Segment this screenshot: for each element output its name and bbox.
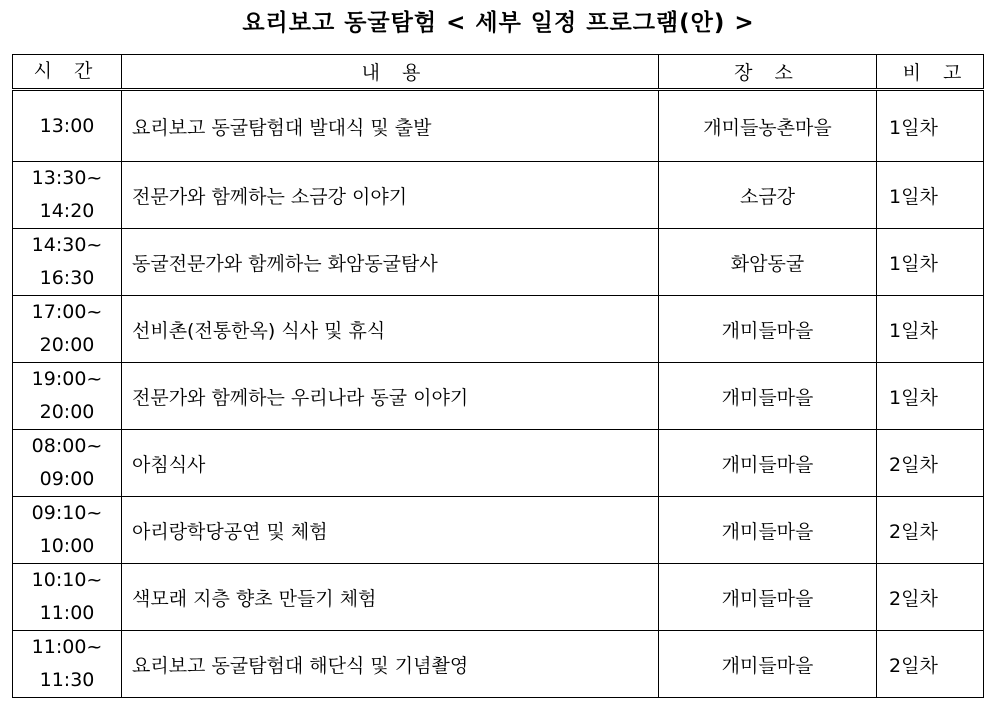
table-row xyxy=(13,296,984,363)
place-cell: 개미들마을 xyxy=(659,430,877,497)
schedule-table xyxy=(12,54,984,698)
content-cell: 선비촌(전통한옥) 식사 및 휴식 xyxy=(122,296,659,363)
time-cell xyxy=(13,363,122,430)
time-start: 13:00 xyxy=(39,114,95,137)
header-time: 시 간 xyxy=(13,55,122,90)
content-cell: 전문가와 함께하는 소금강 이야기 xyxy=(122,162,659,229)
time-end: 16:30 xyxy=(39,267,95,289)
header-content: 내 용 xyxy=(122,55,659,90)
note-cell: 1일차 xyxy=(877,296,984,363)
header-note: 비 고 xyxy=(877,55,984,90)
page-title: 요리보고 동굴탐험 < 세부 일정 프로그램(안) > xyxy=(242,10,755,36)
note-cell: 2일차 xyxy=(877,564,984,631)
time-end: 11:30 xyxy=(39,669,95,691)
table-row xyxy=(13,363,984,430)
time-cell xyxy=(13,631,122,698)
header-place: 장 소 xyxy=(659,55,877,90)
time-end: 09:00 xyxy=(39,468,95,490)
time-cell xyxy=(13,90,122,162)
time-cell xyxy=(13,162,122,229)
place-cell: 화암동굴 xyxy=(659,229,877,296)
time-start: 09:10~ xyxy=(31,502,103,524)
time-cell xyxy=(13,229,122,296)
table-row xyxy=(13,564,984,631)
content-cell: 동굴전문가와 함께하는 화암동굴탐사 xyxy=(122,229,659,296)
place-cell: 개미들마을 xyxy=(659,363,877,430)
time-cell xyxy=(13,497,122,564)
place-cell: 개미들마을 xyxy=(659,497,877,564)
time-start: 17:00~ xyxy=(31,301,103,323)
table-row xyxy=(13,430,984,497)
place-cell: 개미들농촌마을 xyxy=(659,90,877,162)
content-cell: 요리보고 동굴탐험대 해단식 및 기념촬영 xyxy=(122,631,659,698)
table-row xyxy=(13,497,984,564)
time-start: 11:00~ xyxy=(31,636,103,658)
time-start: 08:00~ xyxy=(31,435,103,457)
time-end: 20:00 xyxy=(39,334,95,356)
time-end: 11:00 xyxy=(39,602,95,624)
time-start: 10:10~ xyxy=(31,569,103,591)
time-cell xyxy=(13,430,122,497)
note-cell: 1일차 xyxy=(877,90,984,162)
content-cell: 요리보고 동굴탐험대 발대식 및 출발 xyxy=(122,90,659,162)
table-row xyxy=(13,162,984,229)
content-cell: 아리랑학당공연 및 체험 xyxy=(122,497,659,564)
time-start: 13:30~ xyxy=(31,167,103,189)
time-cell xyxy=(13,564,122,631)
note-cell: 1일차 xyxy=(877,363,984,430)
time-start: 19:00~ xyxy=(31,368,103,390)
table-row xyxy=(13,631,984,698)
time-end: 10:00 xyxy=(39,535,95,557)
note-cell: 2일차 xyxy=(877,497,984,564)
time-end: 14:20 xyxy=(39,200,95,222)
place-cell: 소금강 xyxy=(659,162,877,229)
note-cell: 1일차 xyxy=(877,162,984,229)
time-cell xyxy=(13,296,122,363)
time-end: 20:00 xyxy=(39,401,95,423)
table-row xyxy=(13,229,984,296)
content-cell: 아침식사 xyxy=(122,430,659,497)
table-row xyxy=(13,90,984,162)
place-cell: 개미들마을 xyxy=(659,564,877,631)
content-cell: 색모래 지층 향초 만들기 체험 xyxy=(122,564,659,631)
note-cell: 1일차 xyxy=(877,229,984,296)
table-header-row xyxy=(13,55,984,90)
place-cell: 개미들마을 xyxy=(659,631,877,698)
time-start: 14:30~ xyxy=(31,234,103,256)
content-cell: 전문가와 함께하는 우리나라 동굴 이야기 xyxy=(122,363,659,430)
place-cell: 개미들마을 xyxy=(659,296,877,363)
note-cell: 2일차 xyxy=(877,631,984,698)
note-cell: 2일차 xyxy=(877,430,984,497)
